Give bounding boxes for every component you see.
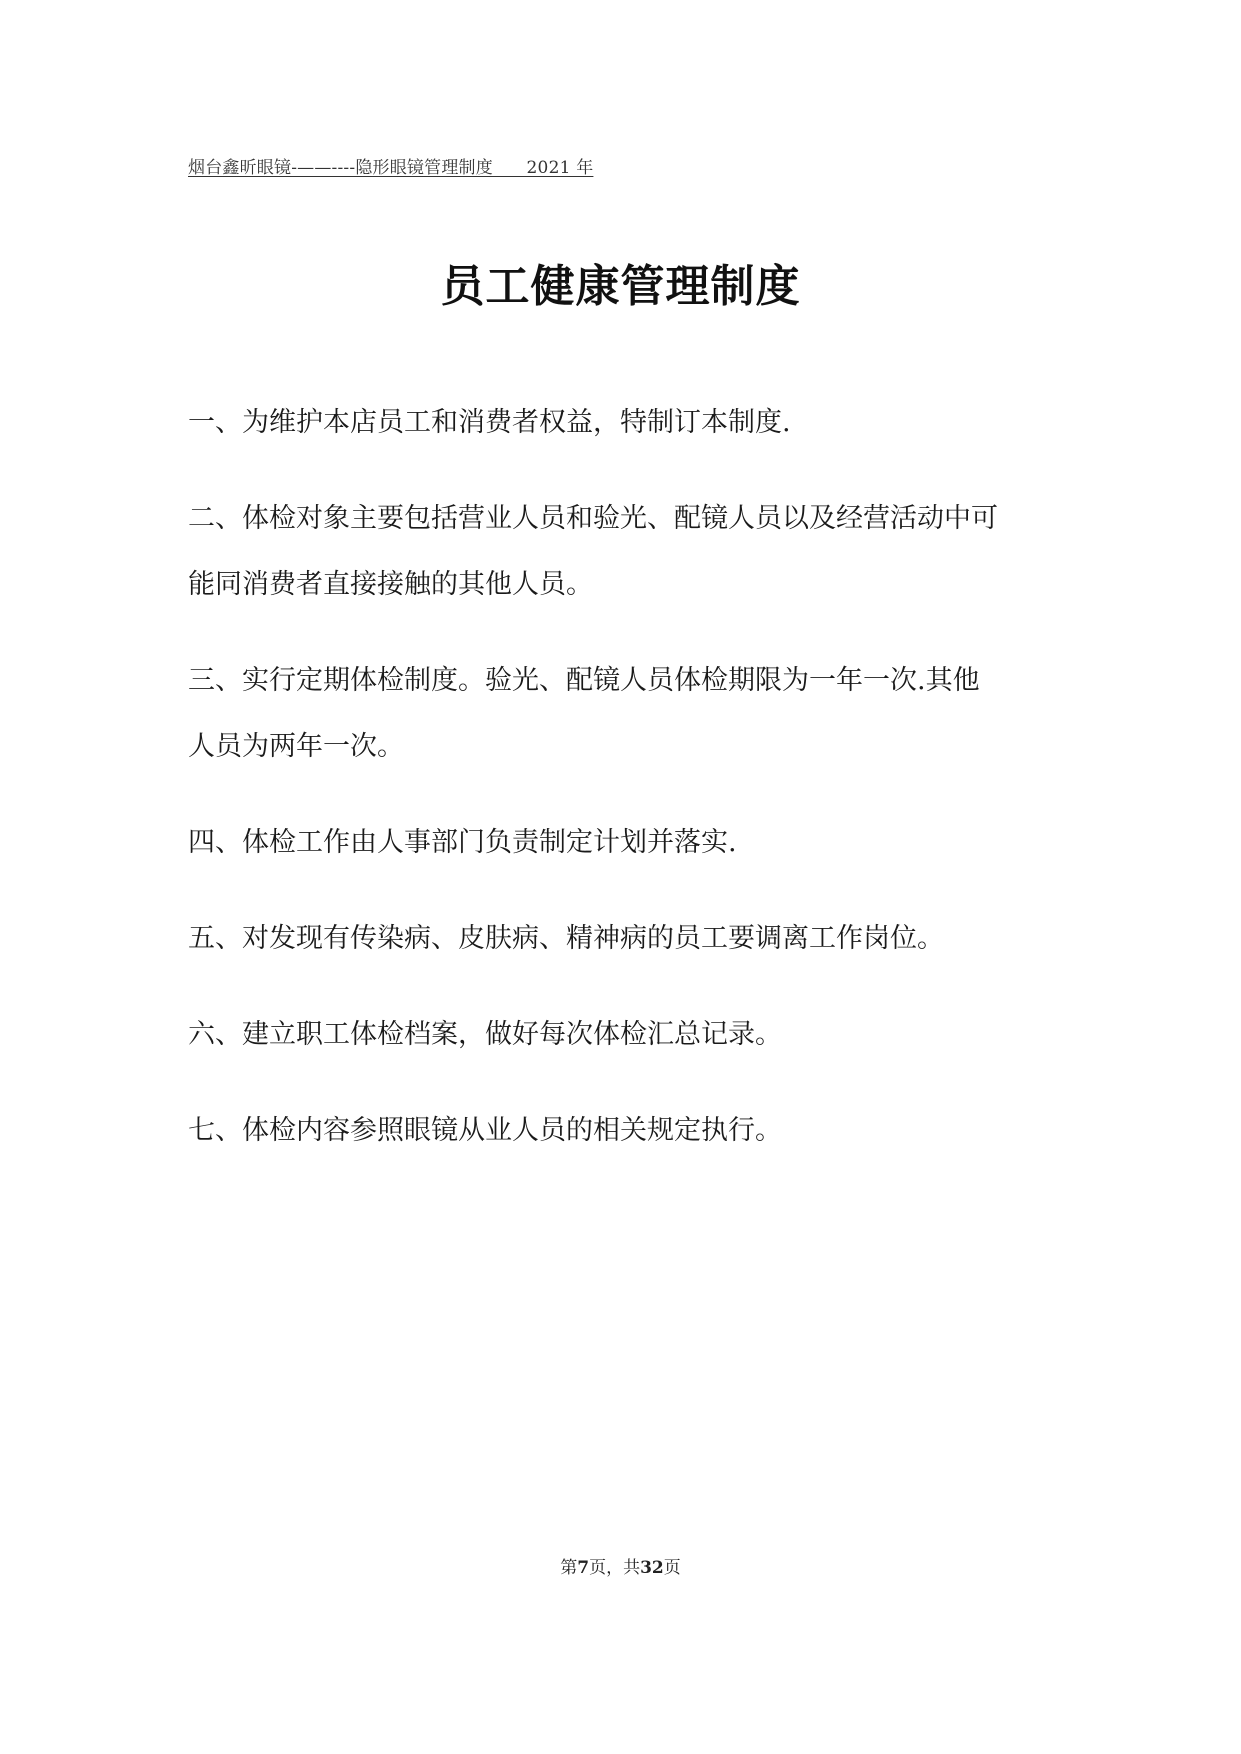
clause-line: 四、体检工作由人事部门负责制定计划并落实. xyxy=(188,827,737,858)
clause-6 xyxy=(188,1002,1058,1068)
clause-5 xyxy=(188,906,1058,972)
clause-line: 七、体检内容参照眼镜从业人员的相关规定执行。 xyxy=(188,1115,782,1146)
page-prefix: 第 xyxy=(560,1558,578,1578)
clause-line: 能同消费者直接接触的其他人员。 xyxy=(188,569,593,600)
document-body xyxy=(188,390,1058,1194)
clause-3 xyxy=(188,648,1058,780)
clause-2 xyxy=(188,486,1058,618)
page-mid: 页，共 xyxy=(589,1558,641,1578)
document-title: 员工健康管理制度 xyxy=(440,261,801,312)
clause-line: 六、建立职工体检档案，做好每次体检汇总记录。 xyxy=(188,1019,782,1050)
clause-line: 人员为两年一次。 xyxy=(188,731,404,762)
clause-4 xyxy=(188,810,1058,876)
page-number: 7 xyxy=(577,1558,590,1578)
page-footer xyxy=(0,1553,1241,1578)
total-pages: 32 xyxy=(640,1558,664,1578)
clause-line: 五、对发现有传染病、皮肤病、精神病的员工要调离工作岗位。 xyxy=(188,923,944,954)
page-suffix: 页 xyxy=(663,1558,681,1578)
clause-line: 一、为维护本店员工和消费者权益，特制订本制度. xyxy=(188,407,791,438)
clause-7 xyxy=(188,1098,1058,1164)
clause-line: 三、实行定期体检制度。验光、配镜人员体检期限为一年一次.其他 xyxy=(188,665,980,696)
clause-line: 二、体检对象主要包括营业人员和验光、配镜人员以及经营活动中可 xyxy=(188,503,998,534)
running-header: 烟台鑫昕眼镜-——----隐形眼镜管理制度 2021 年 xyxy=(188,158,594,178)
clause-1 xyxy=(188,390,1058,456)
